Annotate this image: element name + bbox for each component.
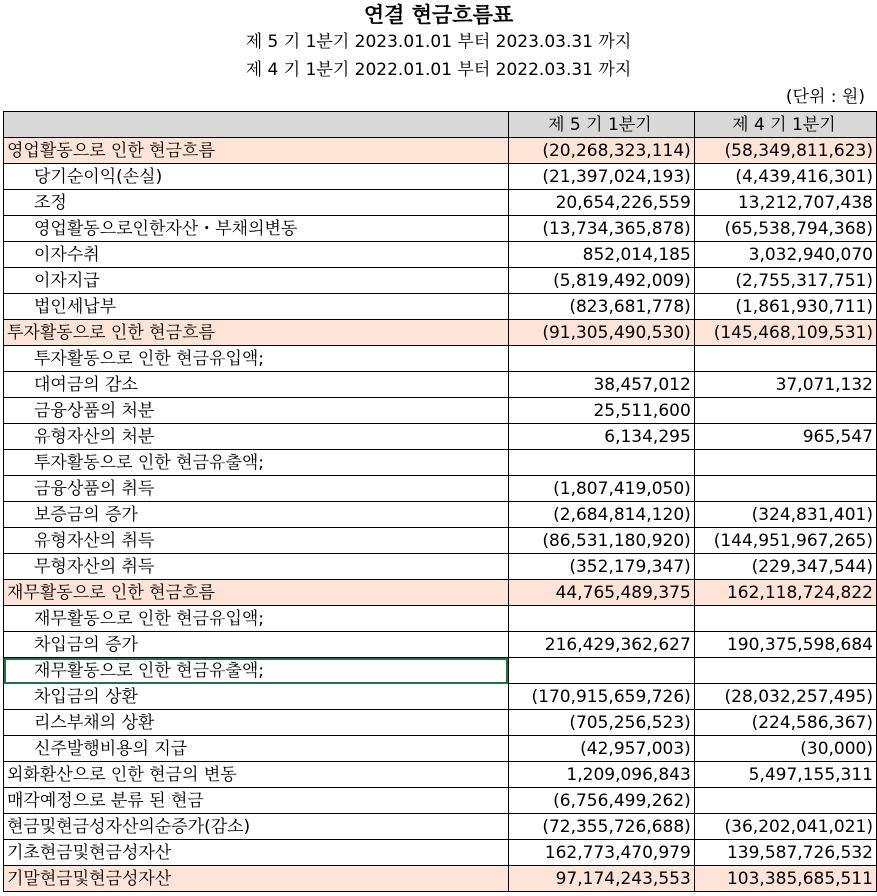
table-row [4,580,877,606]
table-row [4,190,877,216]
row-prior-value-cell[interactable]: (145,468,109,531) [694,320,876,346]
row-label-cell[interactable]: 재무활동으로 인한 현금유입액; [4,606,509,632]
row-current-value-cell[interactable]: 25,511,600 [508,398,694,424]
row-current-value-cell[interactable]: (6,756,499,262) [508,788,694,814]
table-row [4,736,877,762]
table-row [4,450,877,476]
row-current-value-cell[interactable] [508,346,694,372]
row-label-cell[interactable]: 투자활동으로 인한 현금유출액; [4,450,509,476]
row-label-cell[interactable]: 법인세납부 [4,294,509,320]
row-label-cell[interactable]: 당기순이익(손실) [4,164,509,190]
row-current-value-cell[interactable]: (20,268,323,114) [508,138,694,164]
row-label-cell[interactable]: 기말현금및현금성자산 [4,866,509,892]
row-label-cell[interactable]: 유형자산의 취득 [4,528,509,554]
row-current-value-cell[interactable]: (72,355,726,688) [508,814,694,840]
row-prior-value-cell[interactable]: (1,861,930,711) [694,294,876,320]
row-current-value-cell[interactable]: (13,734,365,878) [508,216,694,242]
table-row [4,138,877,164]
table-row [4,528,877,554]
row-prior-value-cell[interactable]: 3,032,940,070 [694,242,876,268]
table-row [4,814,877,840]
row-label-cell[interactable]: 차입금의 증가 [4,632,509,658]
row-prior-value-cell[interactable]: (229,347,544) [694,554,876,580]
row-prior-value-cell[interactable]: (28,032,257,495) [694,684,876,710]
table-row [4,372,877,398]
cash-flow-table [3,111,877,892]
row-prior-value-cell[interactable]: (36,202,041,021) [694,814,876,840]
row-prior-value-cell[interactable]: 162,118,724,822 [694,580,876,606]
period-current: 제 5 기 1분기 2023.01.01 부터 2023.03.31 까지 [245,32,632,52]
table-row [4,164,877,190]
row-label-cell[interactable]: 매각예정으로 분류 된 현금 [4,788,509,814]
table-row [4,268,877,294]
row-prior-value-cell[interactable]: 13,212,707,438 [694,190,876,216]
row-label-cell[interactable]: 무형자산의 취득 [4,554,509,580]
table-row [4,632,877,658]
row-prior-value-cell[interactable]: (144,951,967,265) [694,528,876,554]
row-current-value-cell[interactable]: 162,773,470,979 [508,840,694,866]
row-current-value-cell[interactable]: 216,429,362,627 [508,632,694,658]
table-row [4,294,877,320]
row-current-value-cell[interactable]: (21,397,024,193) [508,164,694,190]
row-label-cell[interactable]: 현금및현금성자산의순증가(감소) [4,814,509,840]
row-current-value-cell[interactable]: 20,654,226,559 [508,190,694,216]
row-prior-value-cell[interactable] [694,476,876,502]
row-prior-value-cell[interactable] [694,658,876,684]
row-current-value-cell[interactable]: 852,014,185 [508,242,694,268]
row-current-value-cell[interactable]: (352,179,347) [508,554,694,580]
row-prior-value-cell[interactable]: (224,586,367) [694,710,876,736]
table-row [4,398,877,424]
header-cell-label[interactable] [4,112,509,138]
row-current-value-cell[interactable]: 6,134,295 [508,424,694,450]
row-prior-value-cell[interactable]: 37,071,132 [694,372,876,398]
row-prior-value-cell[interactable]: 965,547 [694,424,876,450]
table-row [4,606,877,632]
row-label-cell[interactable]: 금융상품의 취득 [4,476,509,502]
row-label-cell[interactable]: 조정 [4,190,509,216]
row-prior-value-cell[interactable]: 139,587,726,532 [694,840,876,866]
table-row [4,658,877,684]
row-current-value-cell[interactable]: (5,819,492,009) [508,268,694,294]
header-cell-prior[interactable]: 제 4 기 1분기 [694,112,876,138]
table-row [4,502,877,528]
row-prior-value-cell[interactable] [694,346,876,372]
table-row [4,554,877,580]
row-current-value-cell[interactable]: (86,531,180,920) [508,528,694,554]
table-row [4,788,877,814]
row-current-value-cell[interactable] [508,606,694,632]
row-current-value-cell[interactable]: 38,457,012 [508,372,694,398]
unit-label: (단위 : 원) [785,87,865,107]
table-row [4,710,877,736]
table-row [4,346,877,372]
row-label-cell[interactable]: 재무활동으로 인한 현금유출액; [4,658,509,684]
row-current-value-cell[interactable] [508,658,694,684]
table-row [4,476,877,502]
period-prior: 제 4 기 1분기 2022.01.01 부터 2022.03.31 까지 [245,60,632,80]
row-prior-value-cell[interactable]: (30,000) [694,736,876,762]
row-label-cell[interactable]: 외화환산으로 인한 현금의 변동 [4,762,509,788]
row-current-value-cell[interactable]: 44,765,489,375 [508,580,694,606]
row-current-value-cell[interactable]: (823,681,778) [508,294,694,320]
row-label-cell[interactable]: 리스부채의 상환 [4,710,509,736]
table-row [4,424,877,450]
row-prior-value-cell[interactable]: (324,831,401) [694,502,876,528]
row-prior-value-cell[interactable]: 103,385,685,511 [694,866,876,892]
row-label-cell[interactable]: 재무활동으로 인한 현금흐름 [4,580,509,606]
row-label-cell[interactable]: 유형자산의 처분 [4,424,509,450]
row-label-cell[interactable]: 신주발행비용의 지급 [4,736,509,762]
row-label-cell[interactable]: 이자수취 [4,242,509,268]
row-current-value-cell[interactable]: (1,807,419,050) [508,476,694,502]
row-current-value-cell[interactable]: (705,256,523) [508,710,694,736]
row-label-cell[interactable]: 영업활동으로 인한 현금흐름 [4,138,509,164]
row-current-value-cell[interactable]: (2,684,814,120) [508,502,694,528]
row-label-cell[interactable]: 이자지급 [4,268,509,294]
row-prior-value-cell[interactable]: 5,497,155,311 [694,762,876,788]
row-label-cell[interactable]: 영업활동으로인한자산・부채의변동 [4,216,509,242]
row-current-value-cell[interactable]: (170,915,659,726) [508,684,694,710]
row-prior-value-cell[interactable] [694,398,876,424]
table-row [4,840,877,866]
row-label-cell[interactable]: 차입금의 상환 [4,684,509,710]
row-prior-value-cell[interactable] [694,788,876,814]
table-row [4,762,877,788]
row-current-value-cell[interactable]: 1,209,096,843 [508,762,694,788]
row-prior-value-cell[interactable] [694,606,876,632]
table-row [4,320,877,346]
row-current-value-cell[interactable] [508,450,694,476]
row-current-value-cell[interactable]: 97,174,243,553 [508,866,694,892]
row-prior-value-cell[interactable]: (65,538,794,368) [694,216,876,242]
row-current-value-cell[interactable]: (91,305,490,530) [508,320,694,346]
row-prior-value-cell[interactable]: 190,375,598,684 [694,632,876,658]
statement-title: 연결 현금흐름표 [363,2,514,27]
row-label-cell[interactable]: 금융상품의 처분 [4,398,509,424]
row-label-cell[interactable]: 기초현금및현금성자산 [4,840,509,866]
row-prior-value-cell[interactable]: (4,439,416,301) [694,164,876,190]
row-label-cell[interactable]: 보증금의 증가 [4,502,509,528]
row-current-value-cell[interactable]: (42,957,003) [508,736,694,762]
table-row [4,684,877,710]
row-prior-value-cell[interactable] [694,450,876,476]
row-label-cell[interactable]: 투자활동으로 인한 현금유입액; [4,346,509,372]
row-label-cell[interactable]: 대여금의 감소 [4,372,509,398]
table-row [4,216,877,242]
table-row [4,242,877,268]
row-prior-value-cell[interactable]: (2,755,317,751) [694,268,876,294]
table-header-row [4,112,877,138]
table-row [4,866,877,892]
header-cell-current[interactable]: 제 5 기 1분기 [508,112,694,138]
row-label-cell[interactable]: 투자활동으로 인한 현금흐름 [4,320,509,346]
row-prior-value-cell[interactable]: (58,349,811,623) [694,138,876,164]
